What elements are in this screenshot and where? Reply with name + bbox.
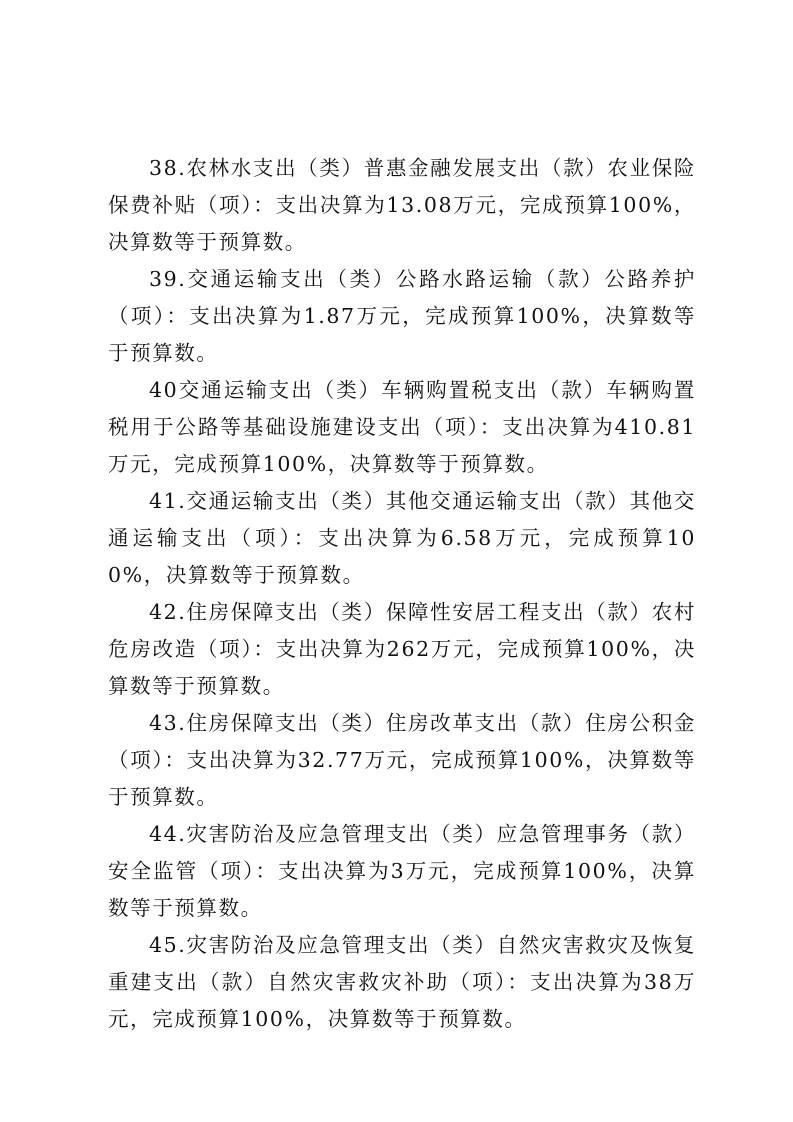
paragraph-45: 45.灾害防治及应急管理支出（类）自然灾害救灾及恢复重建支出（款）自然灾害救灾补助（项）：支出决算为38万元，完成预算100%，决算数等于预算数。	[108, 933, 696, 1031]
paragraph-40: 40交通运输支出（类）车辆购置税支出（款）车辆购置税用于公路等基础设施建设支出（项）：支出决算为410.81万元，完成预算100%，决算数等于预算数。	[108, 378, 696, 476]
paragraph-42: 42.住房保障支出（类）保障性安居工程支出（款）农村危房改造（项）：支出决算为262万元，完成预算100%，决算数等于预算数。	[108, 600, 696, 698]
paragraph-41: 41.交通运输支出（类）其他交通运输支出（款）其他交通运输支出（项）：支出决算为6.58万元，完成预算100%，决算数等于预算数。	[108, 489, 696, 587]
paragraph-38: 38.农林水支出（类）普惠金融发展支出（款）农业保险保费补贴（项）：支出决算为13.08万元，完成预算100%，决算数等于预算数。	[108, 156, 696, 254]
document-body	[108, 150, 696, 1038]
paragraph-43: 43.住房保障支出（类）住房改革支出（款）住房公积金（项）：支出决算为32.77万元，完成预算100%，决算数等于预算数。	[108, 711, 696, 809]
paragraph-44: 44.灾害防治及应急管理支出（类）应急管理事务（款）安全监管（项）：支出决算为3万元，完成预算100%，决算数等于预算数。	[108, 822, 696, 920]
paragraph-39: 39.交通运输支出（类）公路水路运输（款）公路养护（项）：支出决算为1.87万元，完成预算100%，决算数等于预算数。	[108, 267, 696, 365]
